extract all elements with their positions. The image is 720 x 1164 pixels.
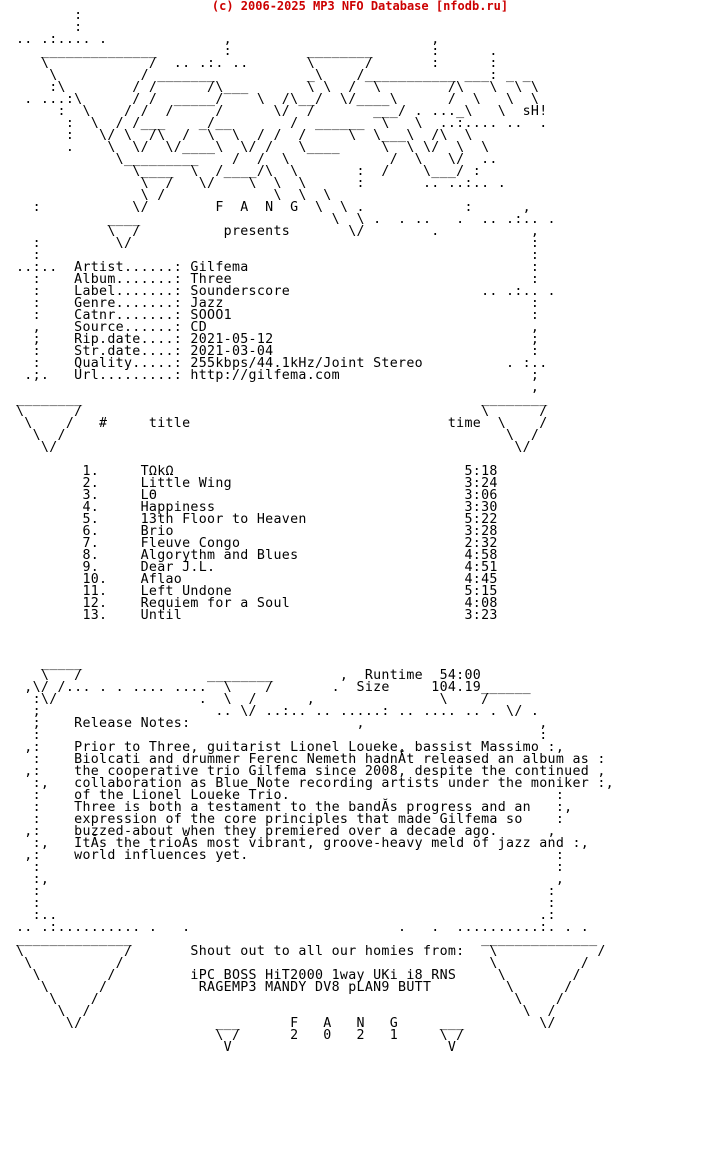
nfo-line: ______________ ______________ xyxy=(16,932,598,947)
nfo-line: \ / \ / xyxy=(16,428,540,443)
nfo-line: V V xyxy=(16,1040,457,1055)
nfo-line: : \ / /___ _/__ / ______ \ \ ..:.... .. . xyxy=(16,116,548,131)
nfo-line: : Label.......: Sounderscore .. .:.. . xyxy=(16,284,556,299)
nfo-line: : : xyxy=(16,248,540,263)
nfo-line: , xyxy=(16,380,540,395)
nfo-line: \ / \ / xyxy=(16,404,548,419)
nfo-line: \ / \ \ \ xyxy=(16,188,332,203)
nfo-line: \ / \ / xyxy=(16,992,565,1007)
nfo-line: 4. Happiness 3:30 xyxy=(16,500,498,515)
nfo-line: ,: the cooperative trio Gilfema since 2008, despite the continued , xyxy=(16,764,606,779)
nfo-line: ,\/ /... . . .... .... \ / . Size 104.19______ xyxy=(16,680,531,695)
nfo-line: ,: world influences yet. : xyxy=(16,848,565,863)
nfo-line: \ / \/ \ \ \ : .. ..:.. . xyxy=(16,176,507,191)
nfo-line: \____ \ /____/\ \ : / \___/ : xyxy=(16,164,482,179)
nfo-line: : Catnr.......: SOOO1 : xyxy=(16,308,540,323)
nfo-line: .. .:.... . , , xyxy=(16,32,440,47)
nfo-line: : Three is both a testament to the bandĂs progress and an :, xyxy=(16,800,573,815)
nfo-line: : : xyxy=(16,896,556,911)
nfo-line: : : xyxy=(16,860,565,875)
nfo-line: 7. Fleuve Congo 2:32 xyxy=(16,536,498,551)
site-copyright-header: (c) 2006-2025 MP3 NFO Database [nfodb.ru] xyxy=(211,0,509,13)
nfo-line: . ...:\ / / _____/ \ /\__/ \/____\ / \ \ \ xyxy=(16,92,540,107)
nfo-line: :\/ . \ / , \ / xyxy=(16,692,490,707)
nfo-text xyxy=(16,10,614,1054)
nfo-line: : Str.date....: 2021-03-04 : xyxy=(16,344,540,359)
nfo-line: \ / RAGEMP3 MANDY DV8 pLAN9 BUTT \ / xyxy=(16,980,573,995)
nfo-line: ______________ : ________ : . xyxy=(16,44,498,59)
nfo-line: \ / .. .:. .. \ / : : xyxy=(16,56,498,71)
nfo-line: \/ ___ F A N G ___ \/ xyxy=(16,1016,556,1031)
nfo-line: : : xyxy=(16,884,556,899)
nfo-line: : of the Lionel Loueke Trio. : xyxy=(16,788,565,803)
nfo-line: : : xyxy=(16,728,548,743)
nfo-line: :.. .: xyxy=(16,908,556,923)
nfo-line: 1. TΩkΩ 5:18 xyxy=(16,464,498,479)
nfo-line: \ / # title time \ / xyxy=(16,416,548,431)
nfo-line: . \ \/ \/____\ \/ / \____ \ \ \/ \ \ xyxy=(16,140,490,155)
nfo-line: 11. Left Undone 5:15 xyxy=(16,584,498,599)
nfo-line: : \/ F A N G \ \ . : , xyxy=(16,200,531,215)
nfo-line: 6. Brio 3:28 xyxy=(16,524,498,539)
nfo-line: : xyxy=(16,8,83,23)
nfo-line: \ / 2 0 2 1 \ / xyxy=(16,1028,465,1043)
nfo-line: : Album.......: Three : xyxy=(16,272,540,287)
nfo-line: \/ \/ xyxy=(16,440,531,455)
nfo-line: : \ / / / / \/ / ___/ . ..._\ \ sH! xyxy=(16,104,548,119)
nfo-line: ____ \ \ . . .. . .. .:.. . xyxy=(16,212,556,227)
nfo-line: 13. Until 3:23 xyxy=(16,608,498,623)
nfo-line: 2. Little Wing 3:24 xyxy=(16,476,498,491)
nfo-line: : Biolcati and drummer Ferenc Nemeth hadnĂt released an album as : xyxy=(16,752,606,767)
nfo-line: ; Release Notes: , , xyxy=(16,716,548,731)
nfo-line: ,: Prior to Three, guitarist Lionel Loueke, bassist Massimo :, xyxy=(16,740,565,755)
nfo-line: _____ xyxy=(16,656,83,671)
nfo-line: 9. Dear J.L. 4:51 xyxy=(16,560,498,575)
nfo-line: \ / iPC BOSS HiT2000 1way UKi i8 RNS \ / xyxy=(16,968,581,983)
nfo-line: ________ ________ xyxy=(16,392,548,407)
nfo-line: ; .. \/ ..:.. .. .....: .. .... .. . \/ . xyxy=(16,704,540,719)
nfo-line: : Genre.......: Jazz : xyxy=(16,296,540,311)
nfo-line: ,: buzzed-about when they premiered over a decade ago. , xyxy=(16,824,556,839)
nfo-line: \ / \ / xyxy=(16,956,590,971)
nfo-line: 10. Aflao 4:45 xyxy=(16,572,498,587)
nfo-line: \ / _______ _\ /___________ ___: _ _ xyxy=(16,68,531,83)
nfo-line: , Source......: CD , xyxy=(16,320,540,335)
nfo-line: ..:.. Artist......: Gilfema : xyxy=(16,260,540,275)
nfo-line: ; Rip.date....: 2021-05-12 ; xyxy=(16,332,540,347)
nfo-line: 12. Requiem for a Soul 4:08 xyxy=(16,596,498,611)
nfo-line: : \/ \ /\ / \ \ / / / \ \___\ /\ \ xyxy=(16,128,473,143)
nfo-line: .;. Url.........: http://gilfema.com ; xyxy=(16,368,540,383)
nfo-line: :, collaboration as Blue Note recording artists under the moniker :, xyxy=(16,776,614,791)
nfo-line: 5. 13th Floor to Heaven 5:22 xyxy=(16,512,498,527)
nfo-line: : Quality.....: 255kbps/44.1kHz/Joint Stereo . :.. xyxy=(16,356,548,371)
nfo-line: :\ / / /\___ \ \ / \ /\ \ \ \ xyxy=(16,80,540,95)
nfo-line: \ / ________ , Runtime 54:00 xyxy=(16,668,482,683)
nfo-line: .. .:.......... . . . . ..........:. . . xyxy=(16,920,590,935)
nfo-line: 3. LΘ 3:06 xyxy=(16,488,498,503)
nfo-line: \ / \ / xyxy=(16,1004,556,1019)
nfo-line: :, ItĂs the trioĂs most vibrant, groove-heavy meld of jazz and :, xyxy=(16,836,590,851)
nfo-line: : xyxy=(16,20,83,35)
nfo-line: \_________ / / \ / \ \/ .. xyxy=(16,152,498,167)
nfo-line: \ / Shout out to all our homies from: \ / xyxy=(16,944,606,959)
nfo-line: 8. Algorythm and Blues 4:58 xyxy=(16,548,498,563)
nfo-line: : expression of the core principles that made Gilfema so : xyxy=(16,812,565,827)
nfo-line: \ / presents \/ . , xyxy=(16,224,540,239)
nfo-line: : \/ : xyxy=(16,236,540,251)
nfo-line: :, , xyxy=(16,872,565,887)
